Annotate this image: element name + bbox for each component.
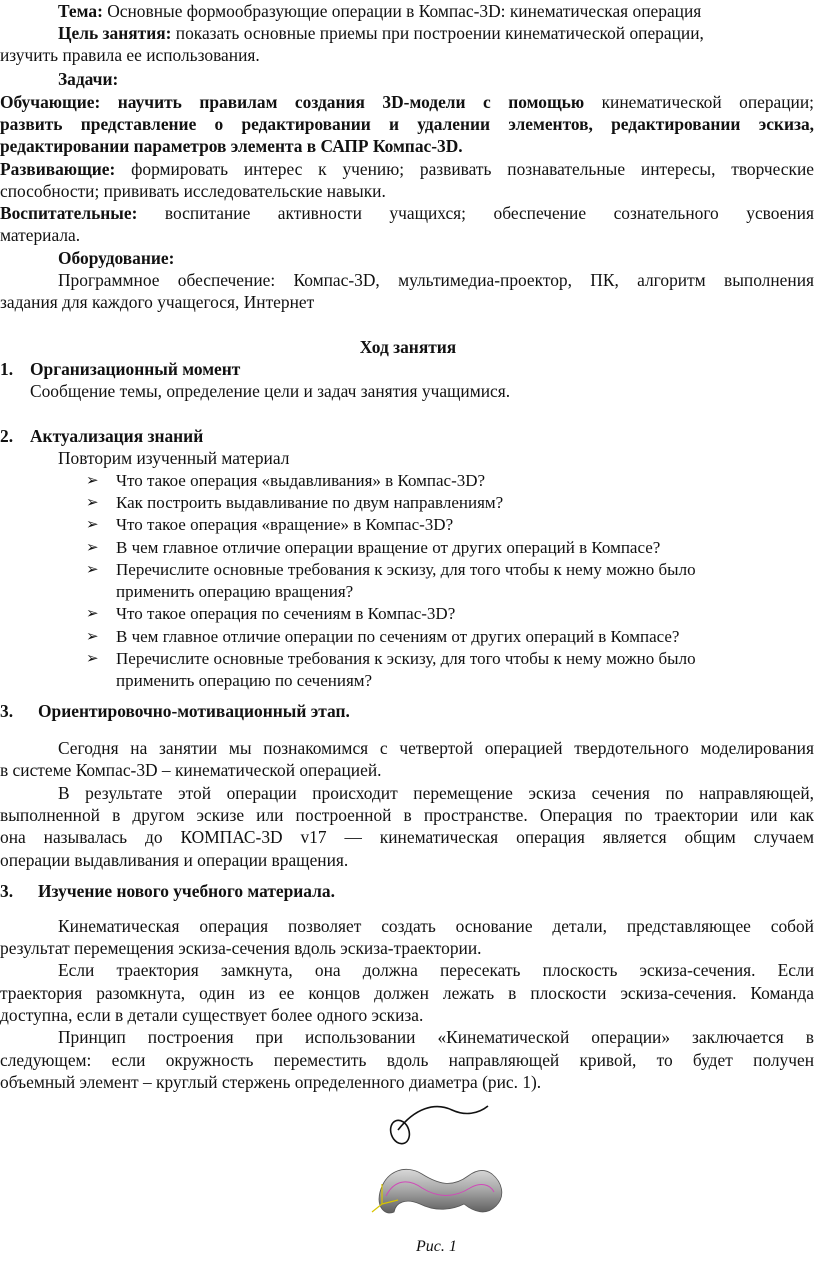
dev-line-1 xyxy=(0,158,814,180)
list-item: Что такое операция «вращение» в Компас-3D? xyxy=(116,515,454,534)
arrow-bullet-icon: ➢ xyxy=(86,629,99,645)
edu-line-3: редактировании параметров элемента в САПР Компас-3D. xyxy=(0,136,463,156)
section-4-title: Изучение нового учебного материала. xyxy=(38,881,335,901)
upb-text-1: воспитание активности учащихся; обеспечение сознательного усвоения xyxy=(137,203,814,223)
s3-p1-line-2: в системе Компас-3D – кинематической операцией. xyxy=(0,760,382,780)
list-item: применить операцию по сечениям? xyxy=(116,671,373,690)
section-1-text: Сообщение темы, определение цели и задач занятия учащимися. xyxy=(30,381,511,401)
s4-p2-line-2: траектория разомкнута, один из ее концов должен лежать в плоскости эскиза-сечения. Команда xyxy=(0,983,814,1003)
list-item: Перечислите основные требования к эскизу, для того чтобы к нему можно было xyxy=(116,649,696,668)
list-item: В чем главное отличие операции вращение от других операций в Компасе? xyxy=(116,538,661,557)
figure-1 xyxy=(360,1100,530,1230)
arrow-bullet-icon: ➢ xyxy=(86,495,99,511)
list-item: применить операцию вращения? xyxy=(116,582,354,601)
s4-p1-line-1: Кинематическая операция позволяет создать основание детали, представляющее собой xyxy=(58,916,814,936)
dev-text-1: формировать интерес к учению; развивать познавательные интересы, творческие xyxy=(115,159,814,179)
goal-line-2: изучить правила ее использования. xyxy=(0,45,260,65)
list-item: Перечислите основные требования к эскизу, для того чтобы к нему можно было xyxy=(116,560,696,579)
axis-z-icon xyxy=(372,1204,382,1212)
list-item: Что такое операция по сечениям в Компас-3D? xyxy=(116,604,456,623)
s4-p1-line-2: результат перемещения эскиза-сечения вдоль эскиза-траектории. xyxy=(0,938,482,958)
edu-text-1b: кинематической операции; xyxy=(584,92,815,112)
s4-p2-line-3: доступна, если в детали существует более одного эскиза. xyxy=(0,1005,424,1025)
arrow-bullet-icon: ➢ xyxy=(86,473,99,489)
upb-line-1 xyxy=(0,202,814,224)
s3-p2-line-3: она называлась до КОМПАС-3D v17 — кинематическая операция является общим случаем xyxy=(0,827,814,847)
figure-caption: Рис. 1 xyxy=(416,1238,457,1255)
goal-text-1: показать основные приемы при построении кинематической операции, xyxy=(171,23,704,43)
equip-line-1: Программное обеспечение: Компас-3D, мультимедиа-проектор, ПК, алгоритм выполнения xyxy=(58,270,814,290)
equip-label: Оборудование: xyxy=(58,248,175,268)
arrow-bullet-icon: ➢ xyxy=(86,651,99,667)
section-2-title: Актуализация знаний xyxy=(30,426,204,446)
list-item: Что такое операция «выдавливания» в Компас-3D? xyxy=(116,471,486,490)
arrow-bullet-icon: ➢ xyxy=(86,540,99,556)
section-4-number: 3. xyxy=(0,881,14,901)
s3-p2-line-4: операции выдавливания и операции вращения. xyxy=(0,850,349,870)
topic-text: Основные формообразующие операции в Компас-3D: кинематическая операция xyxy=(102,1,702,21)
s4-p3-line-1: Принцип построения при использовании «Кинематической операции» заключается в xyxy=(58,1027,814,1047)
edu-line-1 xyxy=(0,91,814,113)
section-3-number: 3. xyxy=(0,701,14,721)
list-item: Как построить выдавливание по двум направлениям? xyxy=(116,493,504,512)
goal-line-1 xyxy=(58,22,704,44)
tasks-label: Задачи: xyxy=(58,69,119,89)
arrow-bullet-icon: ➢ xyxy=(86,517,99,533)
section-1-number: 1. xyxy=(0,359,14,379)
s4-p3-line-2: следующем: если окружность переместить вдоль направляющей кривой, то будет получен xyxy=(0,1050,814,1070)
topic-label: Тема: xyxy=(58,1,103,21)
section-3-title: Ориентировочно-мотивационный этап. xyxy=(38,701,350,721)
section-2-intro: Повторим изученный материал xyxy=(58,448,290,468)
s3-p1-line-1: Сегодня на занятии мы познакомимся с четвертой операцией твердотельного моделирования xyxy=(58,738,814,758)
arrow-bullet-icon: ➢ xyxy=(86,606,99,622)
s4-p2-line-1: Если траектория замкнута, она должна пересекать плоскость эскиза-сечения. Если xyxy=(58,960,814,980)
dev-line-2: способности; прививать исследовательские навыки. xyxy=(0,181,386,201)
arrow-bullet-icon: ➢ xyxy=(86,562,99,578)
s3-p2-line-1: В результате этой операции происходит перемещение эскиза сечения по направляющей, xyxy=(58,783,814,803)
upb-label: Воспитательные: xyxy=(0,203,138,223)
s4-p3-line-3: объемный элемент – круглый стержень определенного диаметра (рис. 1). xyxy=(0,1072,542,1092)
section-circle-sketch xyxy=(387,1118,412,1147)
swept-tube xyxy=(379,1169,502,1213)
goal-label: Цель занятия: xyxy=(58,23,172,43)
section-1-title: Организационный момент xyxy=(30,359,241,379)
list-item: В чем главное отличие операции по сечениям от других операций в Компасе? xyxy=(116,627,680,646)
s3-p2-line-2: выполненной в другом эскизе или построенной в пространстве. Операция по траектории или как xyxy=(0,805,814,825)
topic-line xyxy=(58,0,701,22)
trajectory-curve-sketch xyxy=(398,1106,488,1130)
edu-text-1a: Обучающие: научить правилам создания 3D-модели с помощью xyxy=(0,92,585,112)
section-2-number: 2. xyxy=(0,426,14,446)
upb-line-2: материала. xyxy=(0,225,81,245)
edu-line-2: развить представление о редактировании и удалении элементов, редактировании эскиза, xyxy=(0,114,814,134)
dev-label: Развивающие: xyxy=(0,159,116,179)
equip-line-2: задания для каждого учащегося, Интернет xyxy=(0,292,315,312)
course-title: Ход занятия xyxy=(359,337,457,357)
